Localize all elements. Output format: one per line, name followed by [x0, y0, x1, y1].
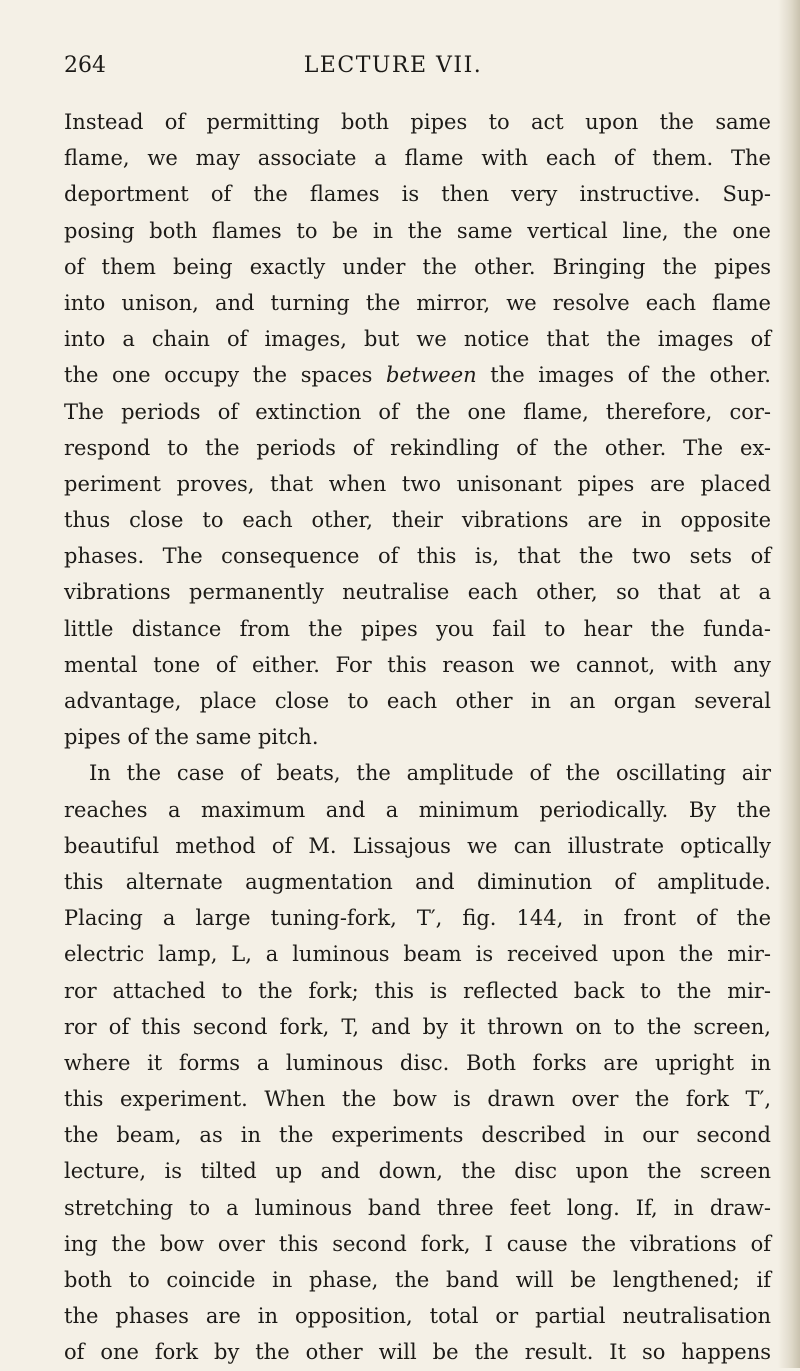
text-line: posing both flames to be in the same vertical line, the one — [64, 218, 771, 243]
text-line: of one fork by the other will be the result. It so happens — [64, 1340, 771, 1365]
text-line: electric lamp, L, a luminous beam is received upon the mir- — [64, 942, 771, 967]
text-line: ror of this second fork, T, and by it thrown on to the screen, — [64, 1014, 771, 1039]
text-line: advantage, place close to each other in an organ several — [64, 689, 771, 713]
text-line: phases. The consequence of this is, that the two sets of — [64, 544, 771, 569]
text-line: the one occupy the spaces between the images of the other. — [64, 363, 771, 388]
page-number: 264 — [64, 53, 106, 78]
text-line: Placing a large tuning-fork, T′, fig. 144, in front of the — [64, 906, 771, 931]
text-line: The periods of extinction of the one flame, therefore, cor- — [64, 399, 771, 424]
text-line: where it forms a luminous disc. Both forks are upright in — [64, 1050, 771, 1075]
text-line: this alternate augmentation and diminution of amplitude. — [64, 869, 771, 894]
body-text — [64, 104, 771, 1371]
text-line: both to coincide in phase, the band will be lengthened; if — [64, 1268, 771, 1292]
text-line: reaches a maximum and a minimum periodically. By the — [64, 797, 771, 822]
paragraph-start-line: In the case of beats, the amplitude of the oscillating air — [89, 761, 771, 786]
text-line: respond to the periods of rekindling of the other. The ex- — [64, 435, 771, 460]
text-line: this experiment. When the bow is drawn over the fork T′, — [64, 1087, 771, 1112]
text-line: ing the bow over this second fork, I cause the vibrations of — [64, 1231, 771, 1256]
page-edge-shadow — [778, 0, 800, 1368]
text-line: pipes of the same pitch. — [64, 725, 319, 750]
text-line: the beam, as in the experiments described in our second — [64, 1123, 771, 1148]
text-line: flame, we may associate a flame with each of them. The — [64, 146, 771, 171]
text-line: into unison, and turning the mirror, we resolve each flame — [64, 290, 771, 315]
text-line: of them being exactly under the other. Bringing the pipes — [64, 254, 771, 279]
text-line: Instead of permitting both pipes to act upon the same — [64, 110, 771, 134]
text-line: the phases are in opposition, total or partial neutralisation — [64, 1304, 771, 1329]
text-line: lecture, is tilted up and down, the disc upon the screen — [64, 1159, 771, 1184]
text-line: little distance from the pipes you fail to hear the funda- — [64, 616, 771, 641]
page-header — [64, 50, 722, 82]
text-line: stretching to a luminous band three feet long. If, in draw- — [64, 1195, 771, 1220]
text-line: thus close to each other, their vibrations are in opposite — [64, 508, 771, 533]
text-line: deportment of the flames is then very instructive. Sup- — [64, 182, 771, 207]
text-line: ror attached to the fork; this is reflected back to the mir- — [64, 978, 771, 1003]
running-head: LECTURE VII. — [303, 53, 483, 78]
text-line: mental tone of either. For this reason we cannot, with any — [64, 652, 771, 677]
text-line: beautiful method of M. Lissajous we can illustrate optically — [64, 833, 771, 858]
text-line: into a chain of images, but we notice that the images of — [64, 327, 771, 352]
text-line: periment proves, that when two unisonant pipes are placed — [64, 471, 771, 496]
text-line: vibrations permanently neutralise each other, so that at a — [64, 580, 771, 605]
